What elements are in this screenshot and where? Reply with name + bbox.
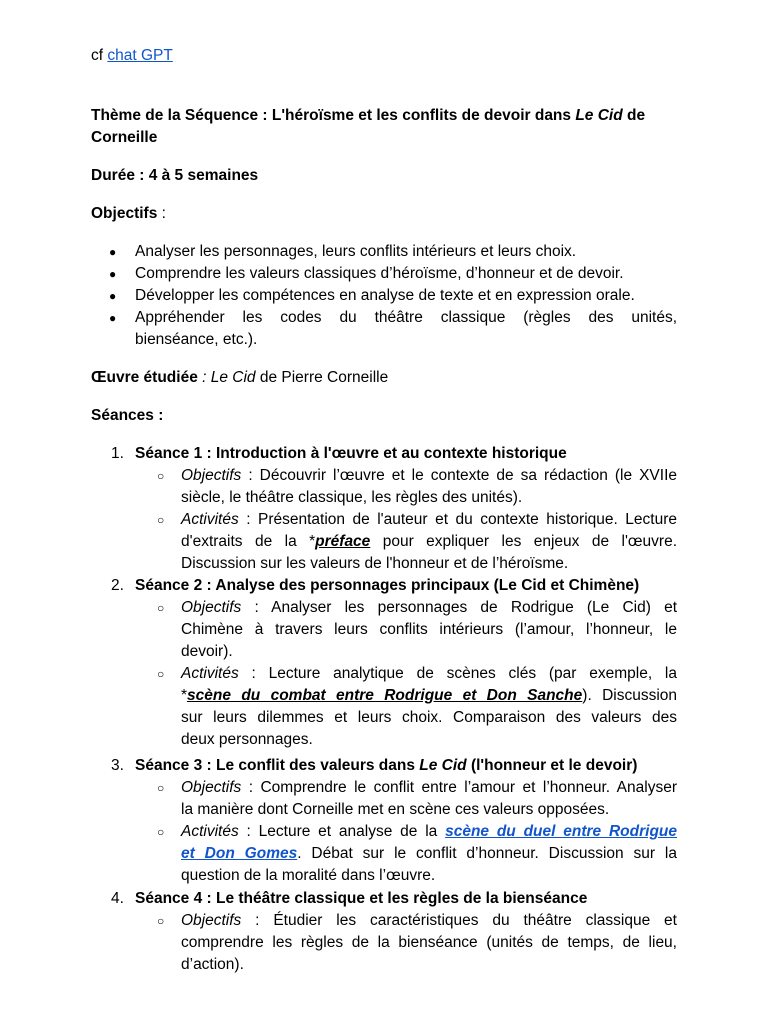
theme-work-title: Le Cid (575, 107, 623, 124)
bullet-icon: ● (109, 267, 117, 281)
bullet-icon: ● (109, 289, 117, 303)
circle-bullet-icon: ○ (157, 914, 165, 928)
circle-bullet-icon: ○ (157, 825, 165, 839)
session-4-objectives: Objectifs : Étudier les caractéristiques du théâtre classique et (181, 912, 677, 929)
duration: Durée : 4 à 5 semaines (91, 167, 259, 184)
duel-scene-link-continued[interactable]: et Don Gomes (181, 845, 298, 862)
source-prefix: cf (91, 47, 108, 64)
circle-bullet-icon: ○ (157, 667, 165, 681)
session-number: 4. (111, 890, 124, 907)
list-item: Comprendre les valeurs classiques d’héroïsme, d’honneur et de devoir. (135, 265, 624, 282)
session-1-objectives: Objectifs : Découvrir l’œuvre et le contexte de sa rédaction (le XVIIe (181, 467, 677, 484)
session-3-objectives: Objectifs : Comprendre le conflit entre l’amour et l’honneur. Analyser (181, 779, 677, 796)
bullet-icon: ● (109, 245, 117, 259)
session-2-objectives: Objectifs : Analyser les personnages de Rodrigue (Le Cid) et (181, 599, 677, 616)
session-1-title: Séance 1 : Introduction à l'œuvre et au contexte historique (135, 445, 567, 462)
sessions-heading: Séances : (91, 407, 164, 424)
session-3-activities: Activités : Lecture et analyse de la scène du duel entre Rodrigue (181, 823, 678, 840)
session-2-title: Séance 2 : Analyse des personnages principaux (Le Cid et Chimène) (135, 577, 640, 594)
bullet-icon: ● (109, 311, 117, 325)
objectives-heading: Objectifs : (91, 205, 166, 222)
session-3-title: Séance 3 : Le conflit des valeurs dans Le Cid (l'honneur et le devoir) (135, 757, 638, 774)
duel-scene-link[interactable]: scène du duel entre Rodrigue (445, 823, 678, 840)
session-number: 1. (111, 445, 124, 462)
list-item: Analyser les personnages, leurs conflits intérieurs et leurs choix. (135, 243, 577, 260)
source-note (91, 45, 173, 67)
session-number: 2. (111, 577, 124, 594)
circle-bullet-icon: ○ (157, 601, 165, 615)
session-4-title: Séance 4 : Le théâtre classique et les règles de la bienséance (135, 890, 588, 907)
circle-bullet-icon: ○ (157, 781, 165, 795)
list-item-continued: bienséance, etc.). (135, 331, 258, 348)
circle-bullet-icon: ○ (157, 469, 165, 483)
circle-bullet-icon: ○ (157, 513, 165, 527)
theme-heading: Thème de la Séquence : L'héroïsme et les conflits de devoir dans Le Cid de (91, 107, 646, 124)
session-number: 3. (111, 757, 124, 774)
preface-reference: préface (315, 533, 371, 550)
list-item: Développer les compétences en analyse de texte et en expression orale. (135, 287, 635, 304)
theme-heading-line2: Corneille (91, 129, 158, 146)
studied-work: Œuvre étudiée : Le Cid de Pierre Corneille (91, 369, 389, 386)
session-1-activities: Activités : Présentation de l'auteur et du contexte historique. Lecture (181, 511, 677, 528)
chat-gpt-link[interactable]: chat GPT (107, 47, 173, 64)
combat-scene-reference: scène du combat entre Rodrigue et Don Sanche (187, 687, 583, 704)
session-2-activities: Activités : Lecture analytique de scènes clés (par exemple, la (181, 665, 677, 682)
list-item: Appréhender les codes du théâtre classique (règles des unités, (135, 309, 677, 326)
